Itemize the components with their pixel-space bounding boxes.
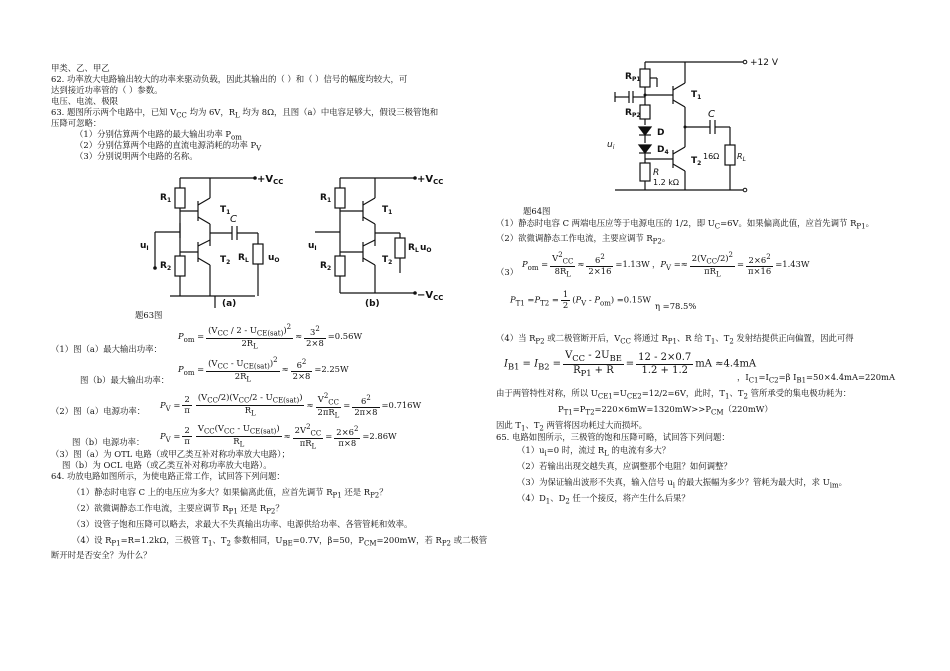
svg-text:T2: $T_2$ xyxy=(220,255,231,266)
svg-text:C: C xyxy=(230,214,237,225)
text-line: 达到接近功率管的（ ）参数。 xyxy=(51,85,163,95)
circuit-figure-63b xyxy=(308,168,444,309)
svg-text:RL: $R_L$ xyxy=(408,243,419,254)
answer-line: （4）当 $R_{P2}$ 或二极管断开后，$V_{CC}$ 将通过 $R_{P1}$、R 给 $T_1$、$T_2$ 发射结提供正向偏置，因此可得 xyxy=(496,333,854,346)
svg-text:R: R xyxy=(653,168,660,178)
svg-text:(a): (a) xyxy=(222,299,237,309)
svg-text:T1: $T_1$ xyxy=(382,205,393,216)
solution-line: （3）图（a）为 OTL 电路（或甲乙类互补对称功率放大电路）； xyxy=(51,449,290,459)
equation-pom-b: $P_{om}$ = $\frac{(V_{CC} - U_{CE(sat)})^2}{2R_L}$ ≈ $\frac{6^2}{2\times 8}$ =2.25W xyxy=(178,356,349,384)
sub-question: （1）静态时电容 C 上的电压应为多大？如果偏离此值，应首先调节 $R_{P1}$ 还是 $R_{P2}$？ xyxy=(72,487,388,500)
svg-text:R2: $R_2$ xyxy=(160,261,172,272)
svg-text:C: C xyxy=(708,109,715,120)
circuit-figure-63a xyxy=(140,168,284,309)
question-63: 63. 题图所示两个电路中，已知 $V_{CC}$ 均为 6V，$R_L$ 均为 8Ω，且图（a）中电容足够大，假设三极管饱和 xyxy=(51,107,439,120)
svg-text:+VCC: $+V_{CC}$ xyxy=(417,174,444,186)
sub-question: $(4)D_1$、$D_2$ 任一个接反，将产生什么后果？ xyxy=(517,493,690,506)
efficiency: η =78.5% xyxy=(655,301,697,311)
answer-line: （1）静态时电容 C 两端电压应等于电源电压的 1/2，即 $U_C=6V$。如果偏离此值，应首先调节 $R_{P1}$。 xyxy=(496,218,874,231)
svg-text:RP1: $R_{P1}$ xyxy=(625,72,641,83)
solution-line: （1）图（a）最大输出功率： xyxy=(51,344,162,354)
solution-line: 图（b）为 OCL 电路（或乙类互补对称功率放大电路）。 xyxy=(62,460,272,470)
answer-62: 电压、电流、极限 xyxy=(51,96,118,106)
sub-question: （1）分别估算两个电路的最大输出功率 $P_{om}$ xyxy=(75,129,242,142)
svg-text:T2: $T_2$ xyxy=(382,255,393,266)
solution-line: 图（b）最大输出功率： xyxy=(80,375,170,385)
equation-pt-64: $P_{T1} =P_{T2}$ = $\frac{1}{2}$ $(P_V - P_{om}) =0.15W$ xyxy=(510,289,652,310)
svg-text:R1: $R_1$ xyxy=(320,193,332,204)
svg-text:uO: $u_O$ xyxy=(268,253,280,264)
equation-ib: $I_{B1} = I_{B2}$ = $\frac{V_{CC} - 2U_{BE}}{R_{P1} + R}$ = $\frac{12 - 2\times 0.7}{1.2 + 1.2}$ mA ≈4.4mA xyxy=(504,350,757,378)
figure-caption-64: 题64图 xyxy=(523,206,551,216)
svg-text:1.2 kΩ: 1.2 kΩ xyxy=(653,178,680,187)
sub-question: （2）若输出出现交越失真，应调整那个电阻？如何调整？ xyxy=(517,461,732,471)
svg-text:16Ω: 16Ω xyxy=(703,152,720,161)
svg-text:(b): (b) xyxy=(365,299,380,309)
answer-line: ，$I_{C1}=I_{C2}=\beta$ $I_{B1}=50\times 4.4mA=220mA$ xyxy=(737,372,896,385)
sub-question: （3）分别说明两个电路的名称。 xyxy=(75,151,198,161)
answer-line: （3） xyxy=(496,267,519,277)
svg-text:RL: $R_L$ xyxy=(737,152,746,163)
svg-text:ui: $u_i$ xyxy=(607,140,615,151)
question-64: 64. 功放电路如图所示，为使电路正常工作，试回答下列问题： xyxy=(51,471,285,481)
equation-pom-a: $P_{om}$ = $\frac{(V_{CC} / 2 - U_{CE(sat)})^2}{2R_L}$ ≈ $\frac{3^2}{2\times 8}$ =0.56W xyxy=(178,323,363,351)
svg-text:uI: $u_I$ xyxy=(140,241,149,252)
question-62: 62. 功率放大电路输出较大的功率来驱动负载，因此其输出的（ ）和（ ）信号的幅度均较大，可 xyxy=(51,74,408,84)
answer-line: 由于两管特性对称，所以 $U_{CE1}=U_{CE2}=12/2=6V$，此时，$T_1$、$T_2$ 管所承受的集电极功耗为： xyxy=(496,388,852,401)
solution-line: （2）图（a）电源功率： xyxy=(51,406,146,416)
svg-text:RP2: $R_{P2}$ xyxy=(625,108,641,119)
answer-line: 因此 $T_1$、$T_2$ 两管将因功耗过大而损坏。 xyxy=(496,420,648,433)
sub-question: $(1)u_i=0$ 时，流过 $R_L$ 的电流有多大？ xyxy=(517,445,671,458)
svg-text:D: D xyxy=(657,128,665,138)
text-line: 断开时是否安全？为什么？ xyxy=(51,550,152,560)
svg-text:R2: $R_2$ xyxy=(320,261,332,272)
sub-question: （2）分别估算两个电路的直流电源消耗的功率 $P_V$ xyxy=(75,140,262,153)
equation-pv-b: $P_V$ = $\frac{2}{\pi}$ $\frac{V_{CC}(V_{CC} - U_{CE(sat)})}{R_L}$ ≈ $\frac{2V^2_{CC}}{\pi R_L}$ = $\frac{2\times 6^2}{\pi\times 8}$ =2.86W xyxy=(160,423,397,451)
sub-question: （4）设 $R_{P1}=R=1.2k\Omega$，三极管 $T_1$、$T_2$ 参数相同，$U_{BE}=0.7V$，β=50，$P_{CM}=200mW$，若 $R_{P2}$ 或二极管 xyxy=(72,535,488,548)
svg-text:−VCC: $-V_{CC}$ xyxy=(417,290,444,302)
sub-question: （2）欲微调静态工作电流，主要应调节 $R_{P1}$ 还是 $R_{P2}$？ xyxy=(72,503,284,516)
equation-pv-a: $P_V$ = $\frac{2}{\pi}$ $\frac{(V_{CC}/2)(V_{CC}/2 - U_{CE(sat)})}{R_L}$ ≈ $\frac{V^2_{CC}}{2\pi R_L}$ = $\frac{6^2}{2\pi\times 8}$ =0.716W xyxy=(160,392,422,420)
answer-line: $P_{T1}=P_{T2}=220\times 6mW=1320mW>>P_{CM}(220mW)$ xyxy=(558,404,773,417)
svg-text:T2: $T_2$ xyxy=(691,156,702,167)
svg-text:T1: $T_1$ xyxy=(691,90,702,101)
solution-line: 图（b）电源功率： xyxy=(72,437,145,447)
text-line: 甲类、乙、甲乙 xyxy=(51,63,110,73)
sub-question: （3）设管子饱和压降可以略去，求最大不失真输出功率、电源供给功率、各管管耗和效率。 xyxy=(72,519,413,529)
svg-text:D4: $D_4$ xyxy=(657,145,669,156)
circuit-figure-64 xyxy=(605,55,785,205)
question-65: 65. 电路如图所示，三极管的饱和压降可略，试回答下列问题： xyxy=(496,432,730,442)
svg-text:T1: $T_1$ xyxy=(220,205,231,216)
equation-pom-64: $P_{om}$ = $\frac{V^2_{CC}}{8R_L}$ ≈ $\frac{6^2}{2\times 16}$ =1.13W xyxy=(522,251,650,279)
svg-text:uI: $u_I$ xyxy=(308,241,317,252)
figure-caption-63: 题63图 xyxy=(135,310,163,320)
text-line: 压降可忽略： xyxy=(51,118,102,128)
sub-question: （3）为保证输出波形不失真，输入信号 $u_i$ 的最大振幅为多少？管耗为最大时，求 $U_{im}$。 xyxy=(517,477,847,490)
svg-text:uO: $u_O$ xyxy=(420,243,432,254)
svg-text:+VCC: $+V_{CC}$ xyxy=(257,174,284,186)
answer-line: （2）欲微调静态工作电流，主要应调节 $R_{P2}$。 xyxy=(496,233,671,246)
equation-pv-64: ，$P_V$ =≈ $\frac{2(V_{CC}/2)^2}{\pi R_L}$ = $\frac{2\times 6^2}{\pi\times 16}$ =1.43W xyxy=(652,251,810,279)
svg-text:RL: $R_L$ xyxy=(238,253,249,264)
svg-text:R1: $R_1$ xyxy=(160,193,172,204)
svg-text:+12 V: +12 V xyxy=(750,58,779,68)
